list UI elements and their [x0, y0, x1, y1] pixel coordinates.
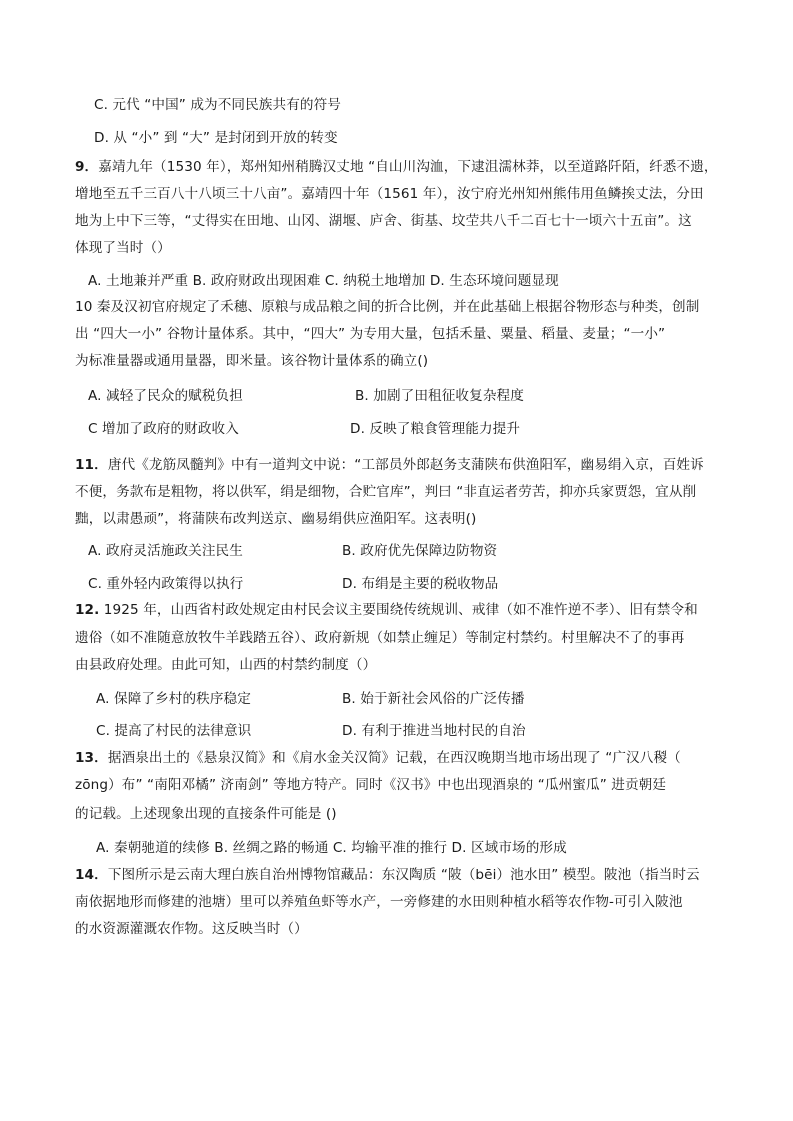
q12-option-c: C. 提高了村民的法律意识	[96, 723, 252, 739]
q9-stem-line-4: 体现了当时（）	[75, 240, 171, 256]
q9-options: A. 土地兼并严重 B. 政府财政出现困难 C. 纳税土地增加 D. 生态环境问题显现	[88, 273, 559, 289]
q10-stem-line-2: 出 “四大一小” 谷物计量体系。其中，“四大” 为专用大量，包括禾量、粟量、稻量、麦量；“一小”	[75, 326, 666, 342]
q12-stem-line-3: 由县政府处理。由此可知，山西的村禁约制度（）	[75, 657, 377, 673]
q9-number: 9．	[75, 159, 99, 175]
q13-stem-line-3: 的记载。上述现象出现的直接条件可能是 ()	[75, 806, 337, 822]
q10-option-d: D. 反映了粮食管理能力提升	[350, 421, 521, 437]
q8-option-c: C. 元代 “中国” 成为不同民族共有的符号	[94, 97, 341, 113]
q10-stem-line-3: 为标准量器或通用量器，即米量。该谷物计量体系的确立()	[75, 353, 429, 369]
q13-stem-line-1	[75, 749, 681, 767]
q12-option-b: B. 始于新社会风俗的广泛传播	[342, 691, 525, 707]
q12-stem-line-1	[75, 601, 698, 619]
q10-stem-line-1: 10 秦及汉初官府规定了禾穗、原粮与成品粮之间的折合比例，并在此基础上根据谷物形态与种类，创制	[75, 299, 700, 315]
q11-option-c: C. 重外轻内政策得以执行	[88, 576, 244, 592]
q10-option-c: C 增加了政府的财政收入	[88, 421, 239, 437]
q11-number: 11．	[75, 457, 108, 473]
q9-text: 嘉靖九年（1530 年），郑州知州稍腾汉丈地 “自山川沟洫，下逮沮濡林莽，以至道路阡陌，纤悉不遗，	[98, 159, 718, 175]
q12-text: 1925 年，山西省村政处规定由村民会议主要围绕传统规训、戒律（如不准忤逆不孝）、旧有禁令和	[99, 602, 698, 618]
q11-stem-line-2: 不便，务款布是粗物，将以供军，绢是细物，合贮官库”，判曰 “非直运者劳苦，抑亦兵家贾怨，宜从削	[75, 484, 697, 500]
q14-stem-line-3: 的水资源灌溉农作物。这反映当时（）	[75, 921, 308, 937]
q12-number: 12.	[75, 602, 100, 618]
q11-text: 唐代《龙筋凤髓判》中有一道判文中说：“工部员外郎赵务支蒲陕布供渔阳军，幽易绢入京，百姓诉	[107, 457, 704, 473]
q13-options: A. 秦朝驰道的续修 B. 丝绸之路的畅通 C. 均输平准的推行 D. 区域市场的形成	[96, 840, 567, 856]
q9-stem-line-3: 地为上中下三等，“丈得实在田地、山冈、湖堰、庐舍、街基、坟茔共八千二百七十一顷六十五亩”。这	[75, 213, 692, 229]
q12-stem-line-2: 遗俗（如不准随意放牧牛羊践踏五谷）、政府新规（如禁止缠足）等制定村禁约。村里解决不了的事再	[75, 630, 685, 646]
q10-option-a: A. 减轻了民众的赋税负担	[88, 388, 243, 404]
q14-number: 14．	[75, 867, 108, 883]
q14-stem-line-2: 南依据地形而修建的池塘）里可以养殖鱼虾等水产，一旁修建的水田则种植水稻等农作物-可引入陂池	[75, 894, 683, 910]
q11-stem-line-1	[75, 456, 704, 474]
q13-stem-line-2: zōng）布” “南阳邓橘” 济南剑” 等地方特产。同时《汉书》中也出现酒泉的 “瓜州蜜瓜” 进贡朝廷	[75, 777, 667, 793]
q12-option-d: D. 有利于推进当地村民的自治	[342, 723, 526, 739]
q11-option-d: D. 布绢是主要的税收物品	[342, 576, 499, 592]
q14-text: 下图所示是云南大理白族自治州博物馆藏品：东汉陶质 “陂（bēi）池水田” 模型。陂池（指当时云	[107, 867, 700, 883]
q11-option-b: B. 政府优先保障边防物资	[342, 543, 498, 559]
q11-stem-line-3: 黜，以肃愚顽”，将蒲陕布改判送京、幽易绢供应渔阳军。这表明()	[75, 511, 477, 527]
q9-stem-line-2: 增地至五千三百八十八顷三十八亩”。嘉靖四十年（1561 年），汝宁府光州知州熊伟用鱼鳞挨丈法，分田	[75, 186, 704, 202]
q9-stem-line-1	[75, 158, 718, 176]
q11-option-a: A. 政府灵活施政关注民生	[88, 543, 243, 559]
q12-option-a: A. 保障了乡村的秩序稳定	[96, 691, 251, 707]
q13-number: 13．	[75, 750, 108, 766]
q14-stem-line-1	[75, 866, 700, 884]
q10-option-b: B. 加剧了田租征收复杂程度	[355, 388, 524, 404]
q13-text: 据酒泉出土的《悬泉汉简》和《肩水金关汉简》记载，在西汉晚期当地市场出现了 “广汉八稯（	[107, 750, 681, 766]
q8-option-d: D. 从 “小” 到 “大” 是封闭到开放的转变	[94, 130, 338, 146]
